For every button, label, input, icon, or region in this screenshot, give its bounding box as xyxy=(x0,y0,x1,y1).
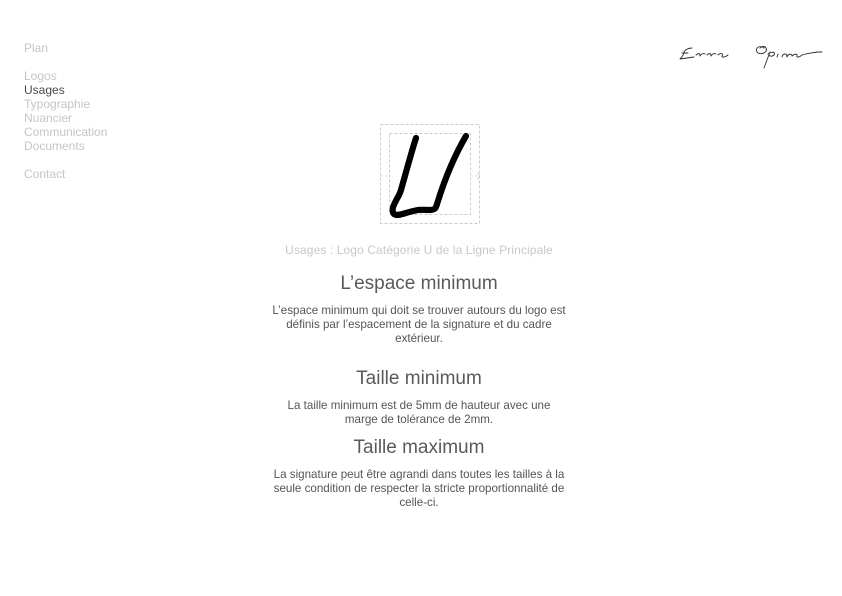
nav-link-usages[interactable]: Usages xyxy=(24,83,65,97)
nav-spacer xyxy=(24,153,107,167)
section-title-taille-maximum: Taille maximum xyxy=(353,437,485,458)
sidebar-nav xyxy=(24,41,107,181)
section-title-taille-minimum: Taille minimum xyxy=(356,368,482,389)
nav-link-plan[interactable]: Plan xyxy=(24,41,49,55)
signature-logo-icon[interactable] xyxy=(678,40,824,72)
section-text-espace-minimum: L’espace minimum qui doit se trouver autours du logo est définis par l’espacement de la signature et du cadre extérieur. xyxy=(272,304,566,345)
letter-u-logo-icon xyxy=(376,120,486,228)
logo-figure xyxy=(376,120,486,228)
figure-caption: Usages : Logo Catégorie U de la Ligne Principale xyxy=(285,243,553,257)
nav-link-contact[interactable]: Contact xyxy=(24,167,66,181)
section-title-espace-minimum: L’espace minimum xyxy=(340,273,498,294)
nav-spacer xyxy=(24,55,107,69)
nav-link-communication[interactable]: Communication xyxy=(24,125,108,139)
main-content xyxy=(270,243,568,510)
section-text-taille-maximum: La signature peut être agrandi dans toutes les tailles à la seule condition de respecter la stricte proportionnalité de celle-ci. xyxy=(273,468,565,509)
nav-link-typographie[interactable]: Typographie xyxy=(24,97,91,111)
nav-link-logos[interactable]: Logos xyxy=(24,69,57,83)
nav-link-documents[interactable]: Documents xyxy=(24,139,85,153)
section-text-taille-minimum: La taille minimum est de 5mm de hauteur avec une marge de tolérance de 2mm. xyxy=(287,399,551,426)
nav-link-nuancier[interactable]: Nuancier xyxy=(24,111,73,125)
